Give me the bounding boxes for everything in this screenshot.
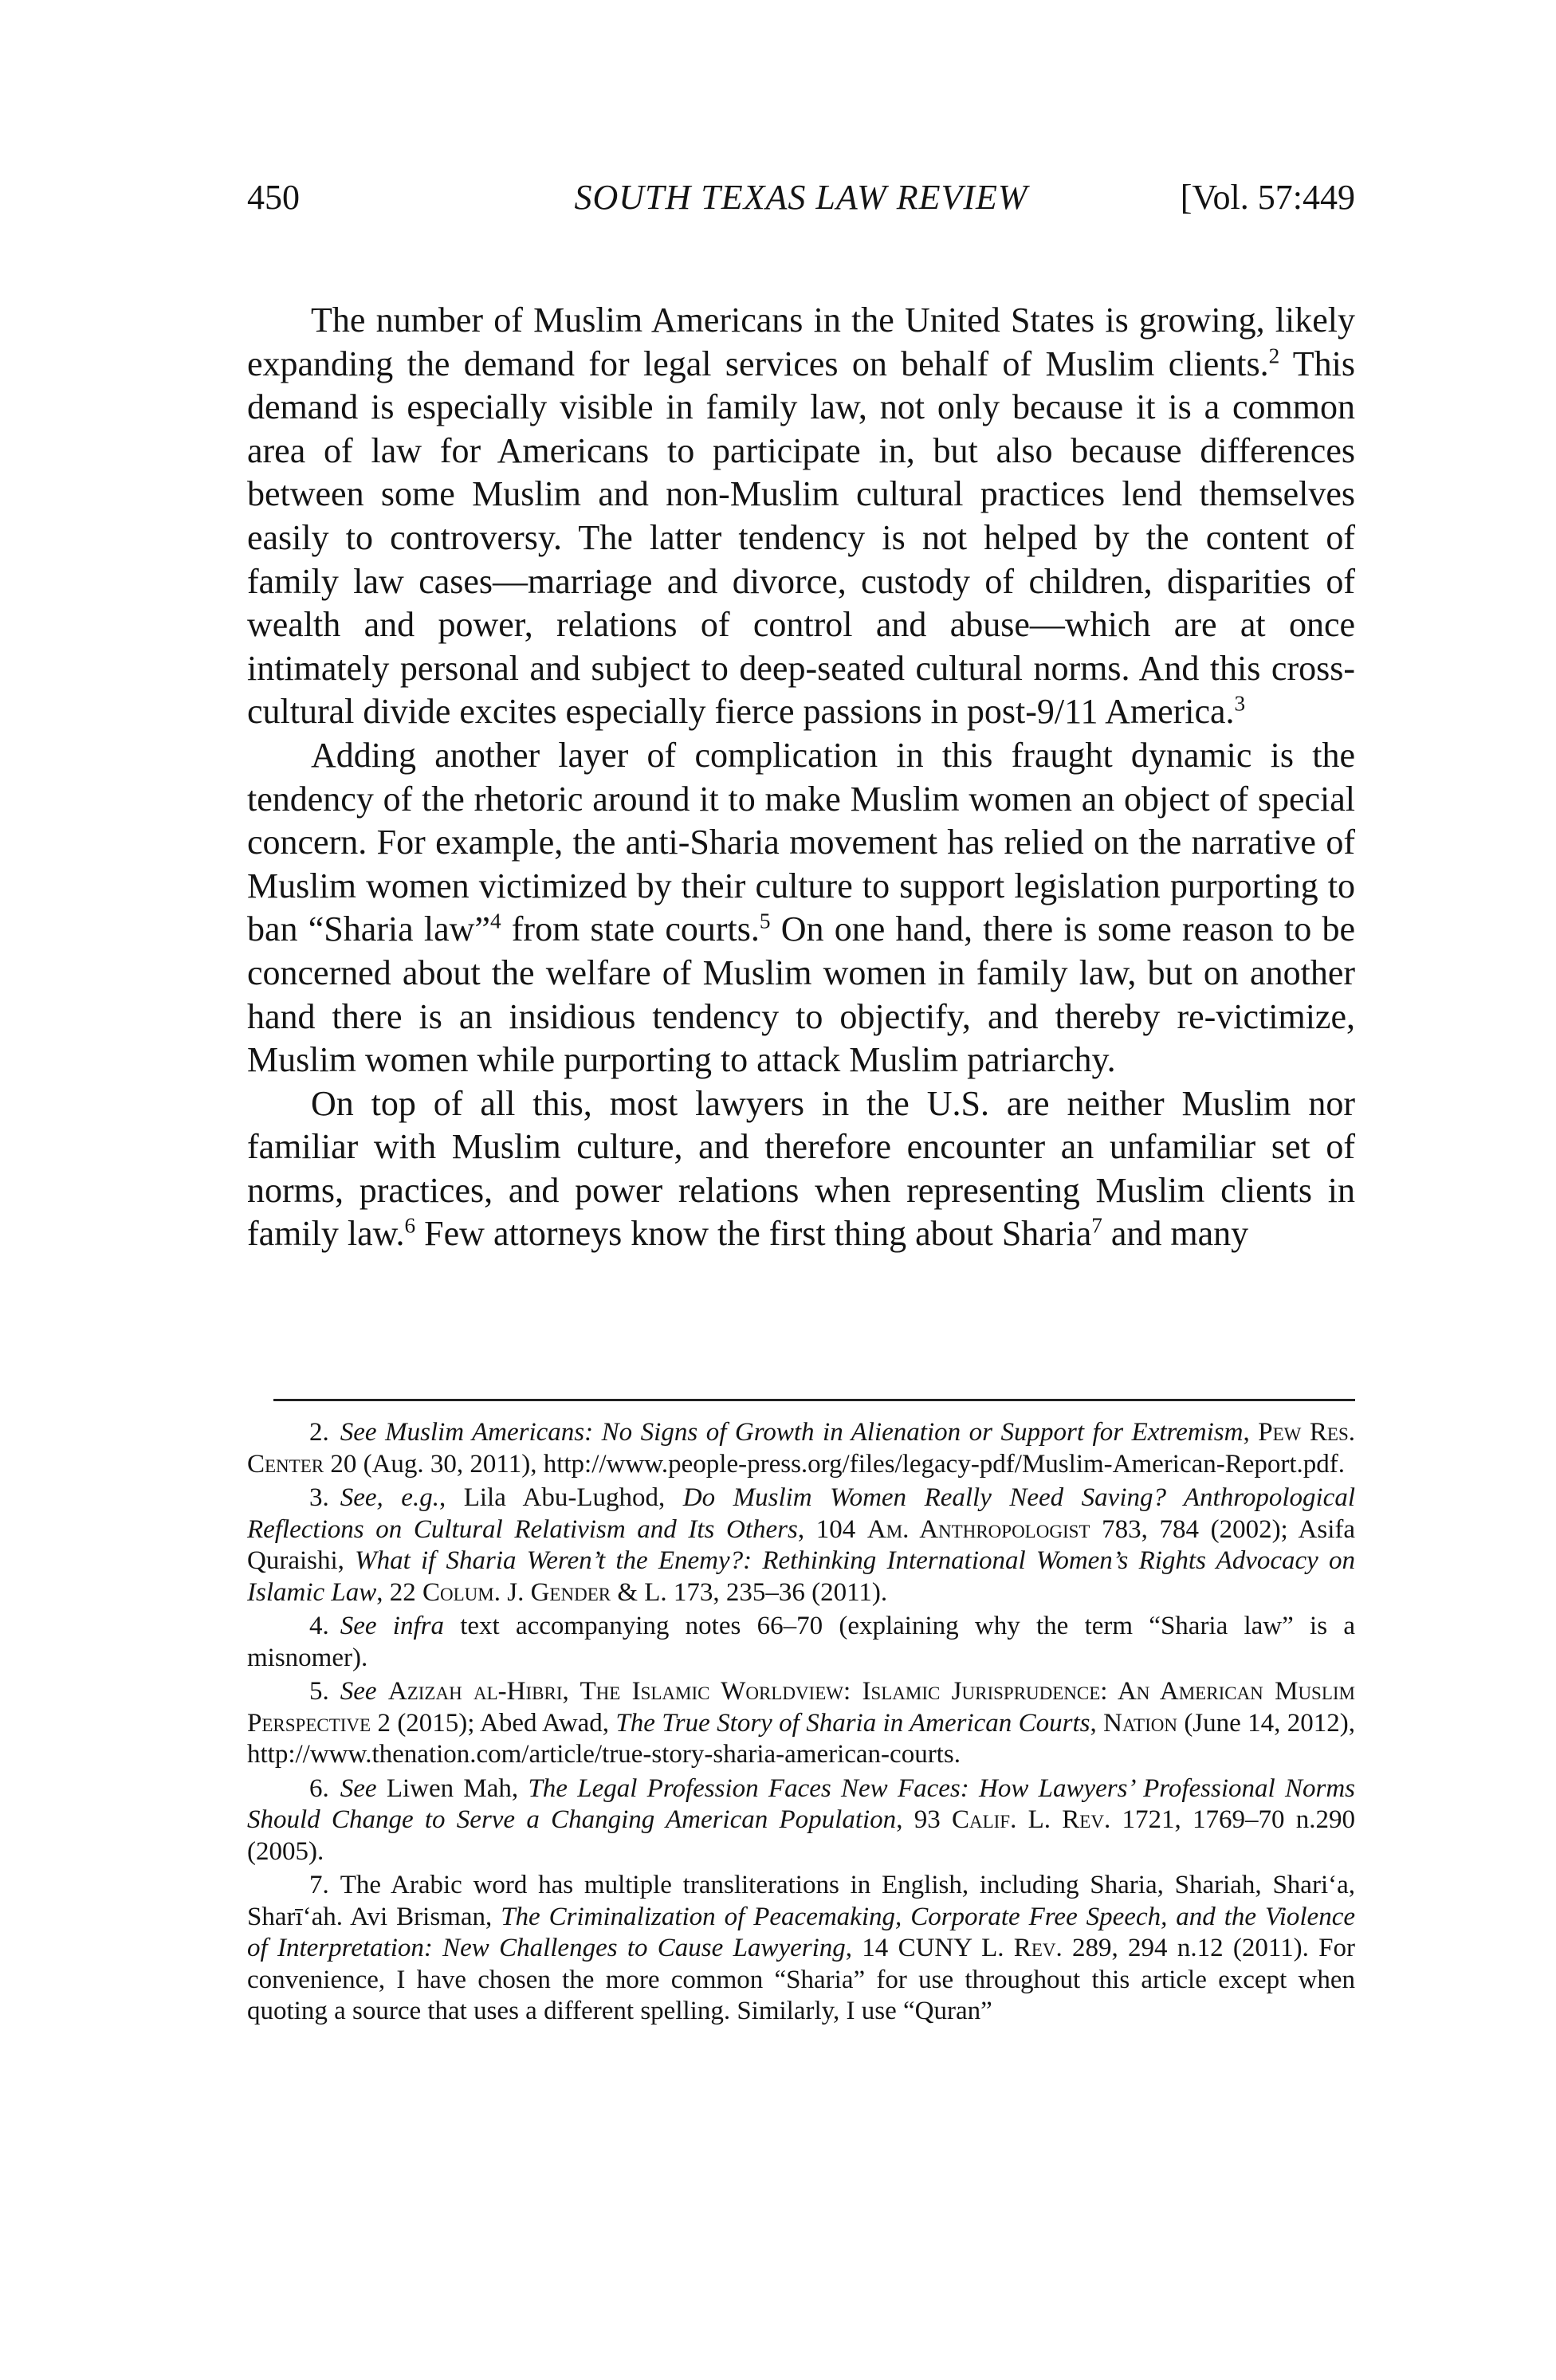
footnote-6-signal: See xyxy=(340,1773,377,1803)
footnote-6 xyxy=(247,1773,1355,1868)
footnote-6-text-3: 1721, 1769–70 n.290 (2005). xyxy=(247,1805,1355,1866)
footnote-3-signal: See, e.g. xyxy=(340,1483,439,1512)
p2-text-2: from state courts. xyxy=(501,909,760,949)
footnote-2-signal: See xyxy=(340,1418,377,1447)
footnote-6-text-2: , 93 xyxy=(896,1805,952,1834)
footnote-3-number: 3. xyxy=(309,1483,329,1512)
footnote-4-number: 4. xyxy=(309,1612,329,1640)
footnote-ref-7[interactable]: 7 xyxy=(1091,1213,1102,1238)
footnote-7-text-2: , 14 xyxy=(845,1934,898,1962)
footnote-7-number: 7. xyxy=(309,1871,329,1899)
p1-text-2: This demand is especially visible in family law, not only because it is a common area of law for Americans to participate in, but also because differences between some Muslim and non-Muslim cultural practices lend themselves easily to controversy. The latter tendency is not helped by the content of family law cases—marriage and divorce, custody of children, disparities of wealth and power, relations of control and abuse—which are at once intimately personal and subject to deep-seated cultural norms. And this cross-cultural divide excites especially fierce passions in post-9/11 America. xyxy=(247,344,1355,732)
footnotes xyxy=(247,1417,1355,2030)
body-paragraph-2 xyxy=(247,734,1355,1082)
footnote-3-title-2: What if Sharia Weren’t the Enemy?: Rethinking International Women’s Rights Advocacy on Islamic Law xyxy=(247,1546,1355,1607)
footnote-6-text-1: Liwen Mah, xyxy=(376,1773,528,1803)
p2-text-3: On one hand, there is some reason to be concerned about the welfare of Muslim women in family law, but on another hand there is an insidious tendency to objectify, and thereby re-victimize, Muslim women while purporting to attack Muslim patriarchy. xyxy=(247,909,1355,1080)
footnote-2-title: Muslim Americans: No Signs of Growth in Alienation or Support for Extremism xyxy=(385,1418,1244,1447)
footnote-2-publisher: Pew Res. Center xyxy=(247,1418,1356,1479)
running-head xyxy=(247,174,1355,222)
footnote-6-title: The Legal Profession Faces New Faces: How Lawyers’ Professional Norms Should Change to Serve a Changing American Population xyxy=(247,1773,1356,1834)
footnote-7 xyxy=(247,1870,1355,2028)
footnote-7-text-3: 289, 294 n.12 (2011). For convenience, I have chosen the more common “Sharia” for use throughout this article except when quoting a source that uses a different spelling. Similarly, I use “Quran” xyxy=(247,1934,1355,2025)
footnote-2-comma: , xyxy=(1243,1418,1250,1447)
footnote-7-text-1: The Arabic word has multiple transliterations in English, including Sharia, Shariah, Shari‘a, Sharī‘ah. Avi Brisman, xyxy=(247,1871,1355,1931)
page-number: 450 xyxy=(247,178,300,217)
body-paragraph-3 xyxy=(247,1082,1355,1256)
footnote-3-text-1: , Lila Abu-Lughod, xyxy=(438,1483,683,1512)
footnote-5-number: 5. xyxy=(309,1677,329,1706)
footnote-3-journal-2: Colum. J. Gender & L. xyxy=(422,1577,667,1607)
footnote-7-title: The Criminalization of Peacemaking, Corporate Free Speech, and the Violence of Interpretation: New Challenges to Cause Lawyering xyxy=(247,1902,1355,1962)
footnote-5-title: The True Story of Sharia in American Courts xyxy=(615,1708,1090,1738)
footnote-ref-3[interactable]: 3 xyxy=(1234,691,1246,716)
footnote-2-rest: 20 (Aug. 30, 2011), http://www.people-press.org/files/legacy-pdf/Muslim-American-Report.pdf. xyxy=(324,1449,1346,1479)
footnote-6-number: 6. xyxy=(309,1773,329,1803)
footnote-ref-5[interactable]: 5 xyxy=(759,909,771,933)
p2-text-1: Adding another layer of complication in this fraught dynamic is the tendency of the rhetoric around it to make Muslim women an object of special concern. For example, the anti-Sharia movement has relied on the narrative of Muslim women victimized by their culture to support legislation purporting to ban “Sharia law” xyxy=(247,735,1355,949)
footnote-3-title-1: Do Muslim Women Really Need Saving? Anthropological Reflections on Cultural Relativism and Its Others xyxy=(247,1483,1355,1544)
footnote-4-rest: text accompanying notes 66–70 (explaining why the term “Sharia law” is a misnomer). xyxy=(247,1612,1355,1672)
footnote-3-text-3: 783, 784 (2002); Asifa Quraishi, xyxy=(247,1514,1356,1575)
volume-citation: [Vol. 57:449 xyxy=(1180,178,1355,217)
footnote-5-text-1: 2 (2015); Abed Awad, xyxy=(371,1708,616,1738)
p3-text-2: Few attorneys know the first thing about Sharia xyxy=(415,1214,1092,1254)
footnote-5-signal: See xyxy=(340,1677,377,1706)
footnote-3-text-5: 173, 235–36 (2011). xyxy=(666,1577,888,1607)
footnote-5 xyxy=(247,1676,1355,1771)
footnote-divider xyxy=(273,1399,1355,1401)
footnote-3-text-4: , 22 xyxy=(376,1577,423,1607)
footnote-4-signal: See infra xyxy=(340,1612,444,1640)
footnote-5-publisher: Nation xyxy=(1103,1708,1177,1738)
footnote-3-journal-1: Am. Anthropologist xyxy=(866,1514,1090,1544)
p3-text-3: and many xyxy=(1102,1214,1249,1254)
footnote-3-text-2: , 104 xyxy=(797,1514,867,1544)
footnote-3 xyxy=(247,1483,1355,1608)
footnote-5-book: Azizah al-Hibri, The Islamic Worldview: Islamic Jurisprudence: An American Muslim Perspective xyxy=(247,1677,1356,1738)
footnote-2 xyxy=(247,1417,1355,1480)
p3-text-1: On top of all this, most lawyers in the U.S. are neither Muslim nor familiar with Muslim culture, and therefore encounter an unfamiliar set of norms, practices, and power relations when representing Muslim clients in family law. xyxy=(247,1083,1355,1254)
footnote-2-number: 2. xyxy=(309,1418,329,1447)
footnote-7-journal: CUNY L. Rev. xyxy=(898,1934,1063,1962)
footnote-4 xyxy=(247,1611,1355,1674)
footnote-ref-2[interactable]: 2 xyxy=(1268,343,1280,367)
footnote-6-journal: Calif. L. Rev. xyxy=(951,1805,1111,1834)
footnote-5-text-2: , xyxy=(1090,1708,1104,1738)
footnote-5-text-3: (June 14, 2012), http://www.thenation.com/article/true-story-sharia-american-courts. xyxy=(247,1708,1355,1769)
body-paragraph-1 xyxy=(247,299,1355,734)
journal-title: SOUTH TEXAS LAW REVIEW xyxy=(574,178,1028,217)
p1-text-1: The number of Muslim Americans in the United States is growing, likely expanding the demand for legal services on behalf of Muslim clients. xyxy=(247,300,1355,383)
main-text xyxy=(247,299,1355,1256)
footnote-ref-4[interactable]: 4 xyxy=(489,909,501,933)
footnote-ref-6[interactable]: 6 xyxy=(404,1213,416,1238)
